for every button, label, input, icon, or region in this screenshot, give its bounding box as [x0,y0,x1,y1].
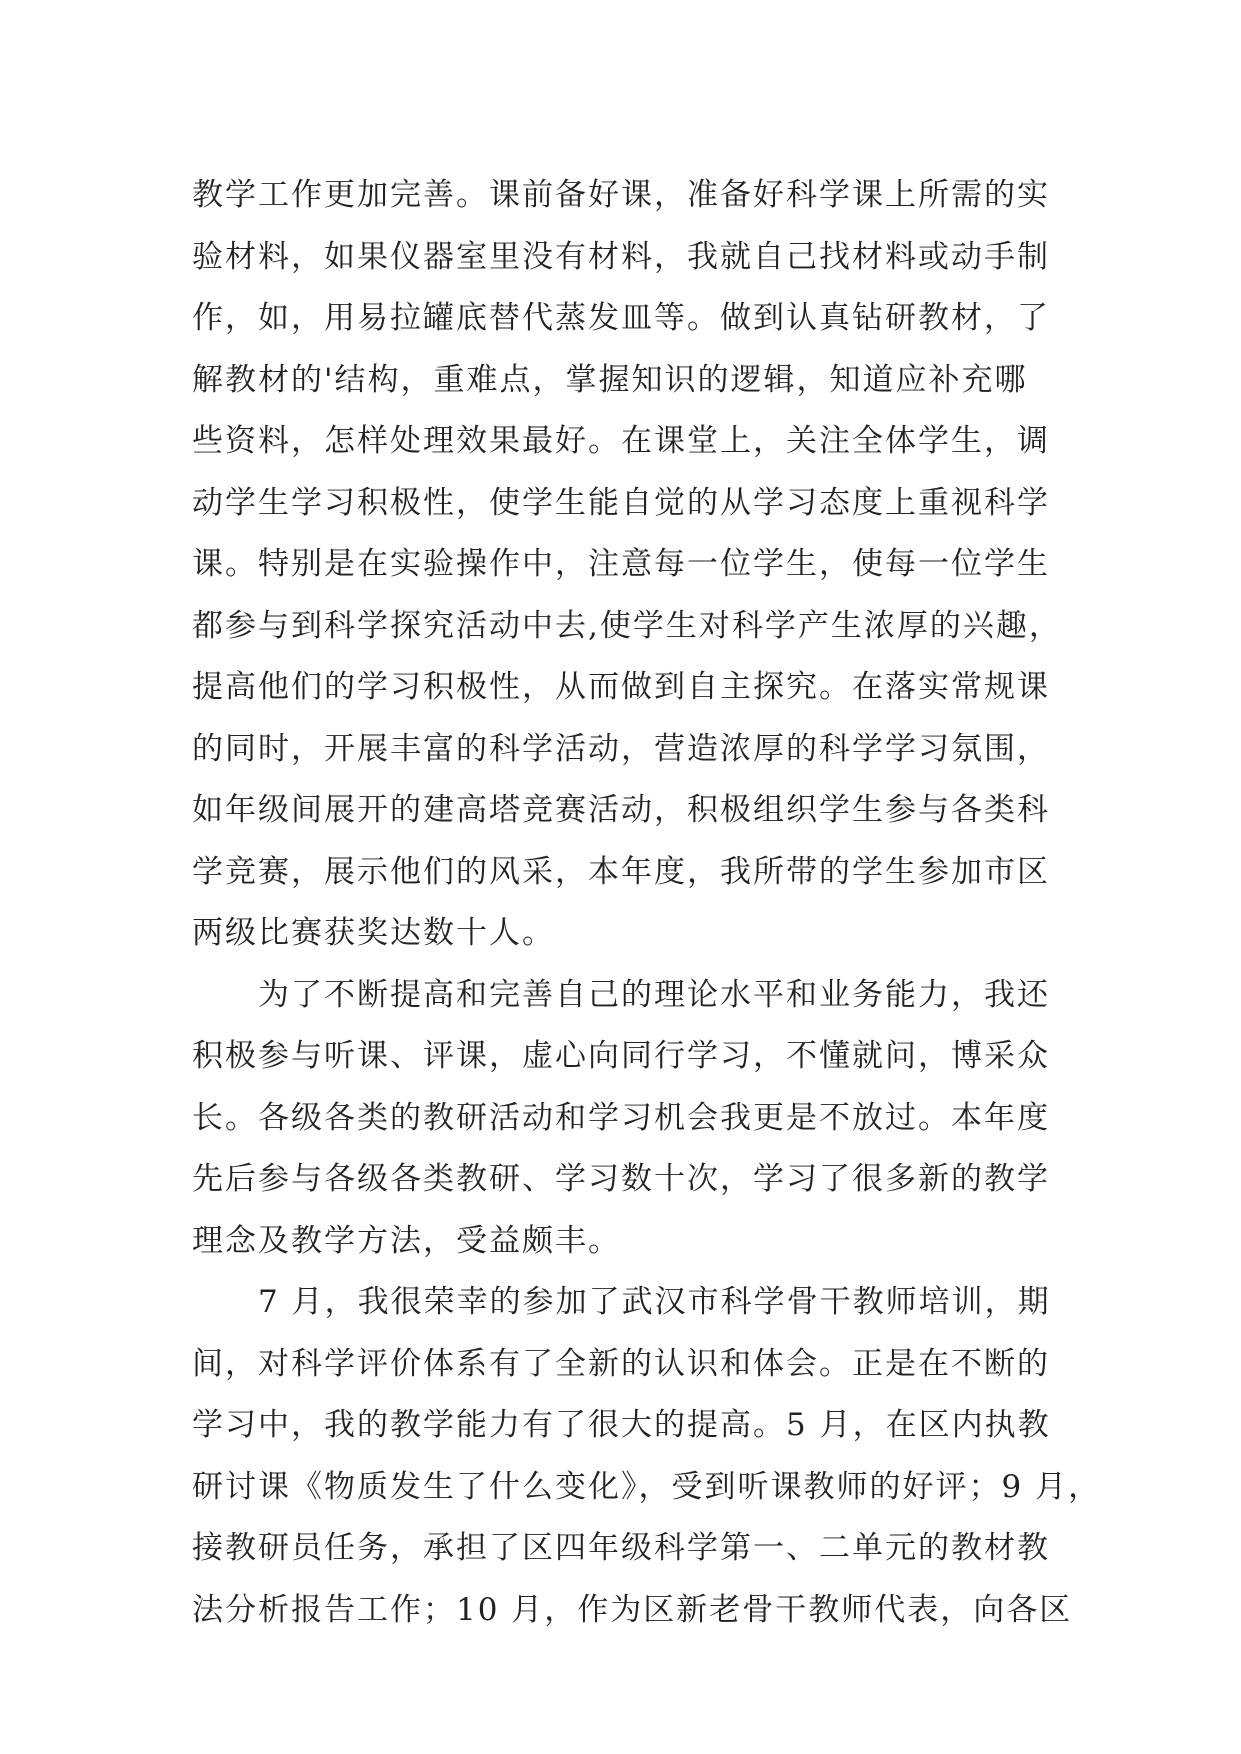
text-line: 接教研员任务，承担了区四年级科学第一、二单元的教材教 [192,1530,1050,1566]
text-line: 两级比赛获奖达数十人。 [192,915,555,951]
text-line: 验材料，如果仪器室里没有材料，我就自己找材料或动手制 [192,238,1050,275]
text-line: 学习中，我的教学能力有了很大的提高。5 月，在区内执教 [192,1407,1051,1443]
text-line: 作，如，用易拉罐底替代蒸发皿等。做到认真钻研教材，了 [192,300,1050,336]
text-line: 如年级间展开的建高塔竞赛活动，积极组织学生参与各类科 [192,792,1050,828]
text-line: 学竞赛，展示他们的风采，本年度，我所带的学生参加市区 [192,853,1050,890]
text-line: 动学生学习积极性，使学生能自觉的从学习态度上重视科学 [192,484,1050,521]
text-line: 间，对科学评价体系有了全新的认识和体会。正是在不断的 [192,1345,1050,1382]
paragraph-start-line: 为了不断提高和完善自己的理论水平和业务能力，我还 [258,976,1050,1013]
text-line: 课。特别是在实验操作中，注意每一位学生，使每一位学生 [192,546,1050,582]
text-line: 法分析报告工作；10 月，作为区新老骨干教师代表，向各区 [192,1591,1073,1628]
text-line: 积极参与听课、评课，虚心向同行学习，不懂就问，博采众 [192,1038,1050,1074]
text-line: 些资料，怎样处理效果最好。在课堂上，关注全体学生，调 [192,423,1050,459]
text-line: 解教材的'结构，重难点，掌握知识的逻辑，知道应补充哪 [192,361,1028,398]
paragraph-start-line: 7 月，我很荣幸的参加了武汉市科学骨干教师培训，期 [258,1284,1051,1320]
text-line: 提高他们的学习积极性，从而做到自主探究。在落实常规课 [192,669,1050,705]
text-line: 教学工作更加完善。课前备好课，准备好科学课上所需的实 [192,177,1050,213]
text-line: 理念及教学方法，受益颇丰。 [192,1222,621,1259]
text-line: 先后参与各级各类教研、学习数十次，学习了很多新的教学 [192,1161,1050,1197]
text-line: 长。各级各类的教研活动和学习机会我更是不放过。本年度 [192,1099,1050,1136]
text-line: 的同时，开展丰富的科学活动，营造浓厚的科学学习氛围， [192,730,1050,767]
text-line: 都参与到科学探究活动中去,使学生对科学产生浓厚的兴趣， [192,607,1062,644]
text-line: 研讨课《物质发生了什么变化》，受到听课教师的好评；9 月， [192,1468,1102,1505]
body-text [192,165,1102,1641]
